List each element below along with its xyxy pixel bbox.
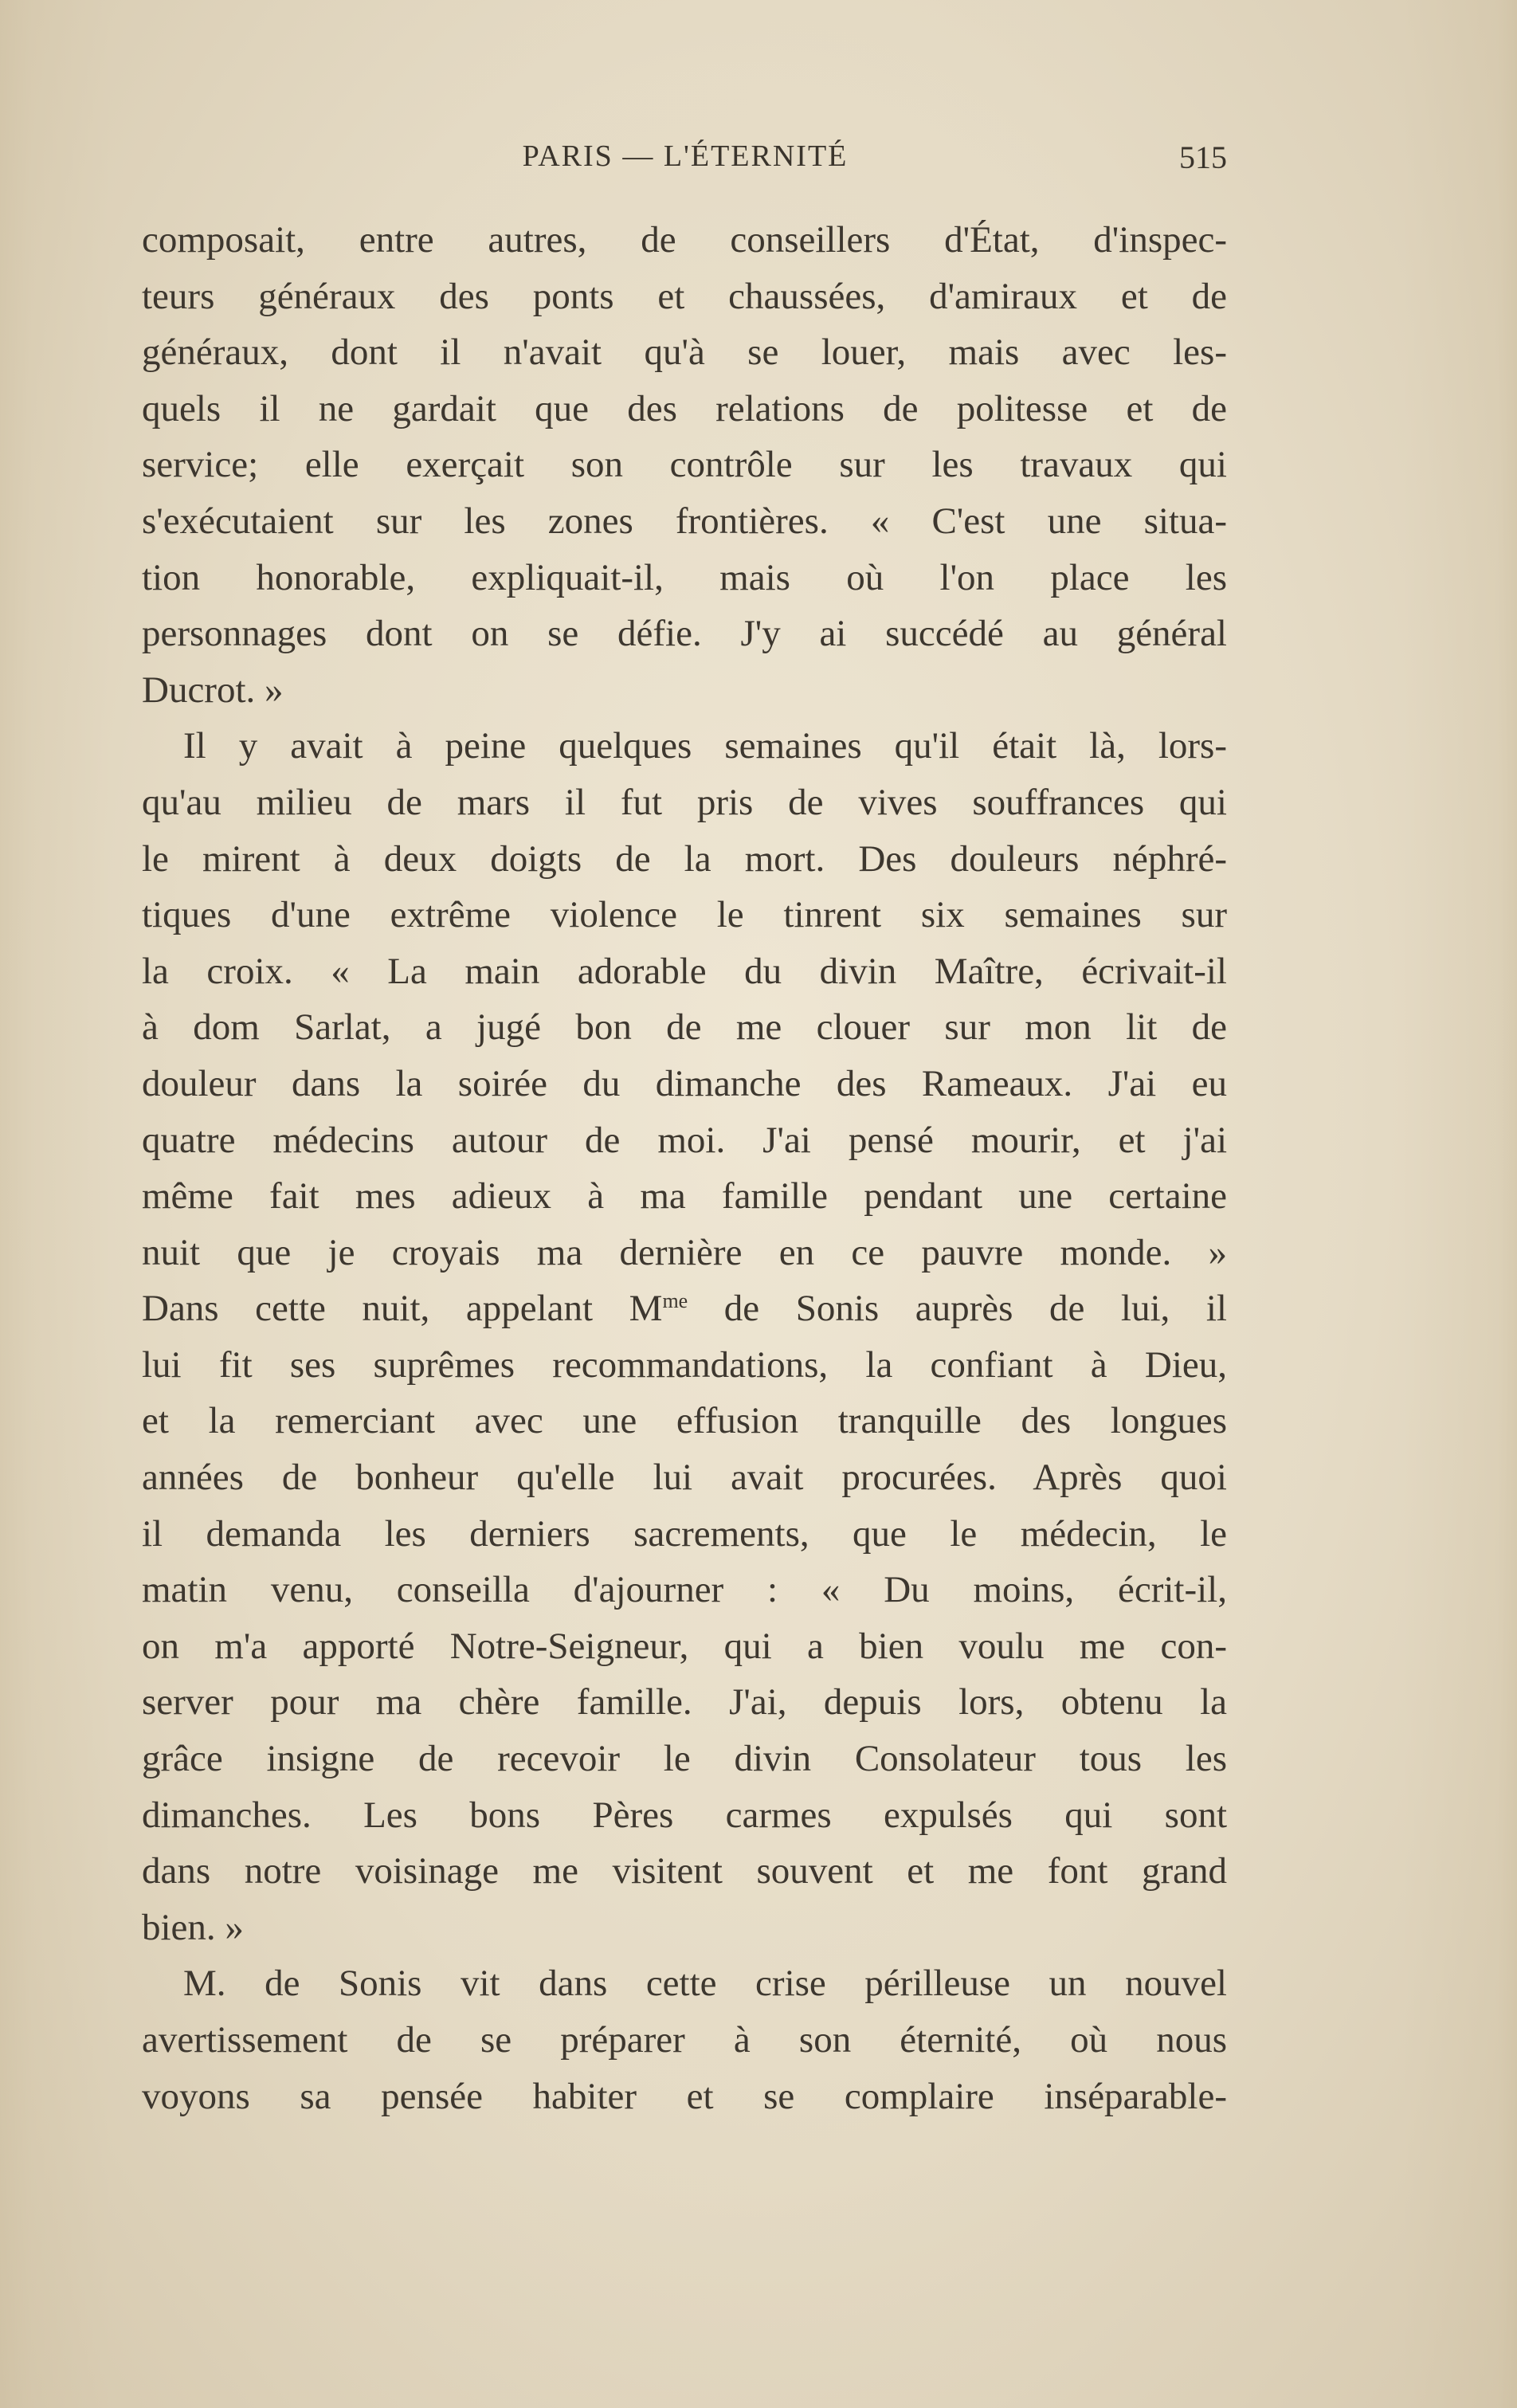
text-line <box>142 550 1227 606</box>
text-line <box>142 1168 1227 1225</box>
text-line <box>142 1280 1227 1337</box>
text-line-content: à dom Sarlat, a jugé bon de me clouer sur mon lit de <box>142 1006 1227 1049</box>
text-line-content: nuit que je croyais ma dernière en ce pauvre monde. » <box>142 1231 1227 1273</box>
text-line <box>142 1900 1227 1956</box>
text-line-content: personnages dont on se défie. J'y ai succédé au général <box>142 613 1227 655</box>
text-line-content: grâce insigne de recevoir le divin Consolateur tous les <box>142 1738 1227 1780</box>
text-line-content: Dans cette nuit, appelant M <box>142 1288 663 1330</box>
text-line <box>142 437 1227 493</box>
text-line-content: s'exécutaient sur les zones frontières. « C'est une situa- <box>142 500 1227 542</box>
text-line <box>142 831 1227 888</box>
text-line-content: généraux, dont il n'avait qu'à se louer, mais avec les- <box>142 331 1227 374</box>
text-line-content: server pour ma chère famille. J'ai, depuis lors, obtenu la <box>142 1681 1227 1724</box>
page-number: 515 <box>1179 139 1227 175</box>
text-line-content: teurs généraux des ponts et chaussées, d'amiraux et de <box>142 275 1227 317</box>
text-line <box>142 1618 1227 1675</box>
text-line <box>142 887 1227 943</box>
text-line-content: douleur dans la soirée du dimanche des Rameaux. J'ai eu <box>142 1062 1227 1104</box>
text-line <box>142 2012 1227 2069</box>
text-line-content: le mirent à deux doigts de la mort. Des douleurs néphré- <box>142 837 1227 880</box>
text-line-content: années de bonheur qu'elle lui avait procurées. Après quoi <box>142 1457 1227 1499</box>
text-line <box>142 606 1227 662</box>
text-line <box>142 493 1227 550</box>
text-line-content: tiques d'une extrême violence le tinrent six semaines sur <box>142 894 1227 936</box>
text-line <box>142 1112 1227 1169</box>
text-line-content: voyons sa pensée habiter et se complaire inséparable- <box>142 2075 1227 2117</box>
text-line-content: et la remerciant avec une effusion tranquille des longues <box>142 1400 1227 1442</box>
running-title: PARIS — L'ÉTERNITÉ <box>522 139 849 173</box>
text-line-content: bien. » <box>142 1906 244 1948</box>
text-line <box>142 1674 1227 1731</box>
text-line <box>142 1337 1227 1394</box>
text-line <box>142 1955 1227 2012</box>
text-line-content: avertissement de se préparer à son éternité, où nous <box>142 2019 1227 2061</box>
text-line-content: Il y avait à peine quelques semaines qu'il était là, lors- <box>183 725 1227 767</box>
text-line-content: il demanda les derniers sacrements, que le médecin, le <box>142 1512 1227 1555</box>
body-text <box>142 212 1227 2124</box>
text-line <box>142 212 1227 269</box>
text-line-content: composait, entre autres, de conseillers d'État, d'inspec- <box>142 219 1227 261</box>
text-line <box>142 381 1227 437</box>
text-line-content: on m'a apporté Notre-Seigneur, qui a bien voulu me con- <box>142 1625 1227 1667</box>
text-line <box>142 2069 1227 2125</box>
text-line-content: lui fit ses suprêmes recommandations, la confiant à Dieu, <box>142 1343 1227 1386</box>
text-line-content: dans notre voisinage me visitent souvent et me font grand <box>142 1850 1227 1892</box>
text-line <box>142 1506 1227 1563</box>
text-line-content: la croix. « La main adorable du divin Maître, écrivait-il <box>142 950 1227 992</box>
text-line <box>142 269 1227 325</box>
text-line <box>142 1056 1227 1112</box>
text-line <box>142 1562 1227 1618</box>
text-line-content: quatre médecins autour de moi. J'ai pensé mourir, et j'ai <box>142 1119 1227 1161</box>
text-line <box>142 1843 1227 1900</box>
text-line <box>142 775 1227 831</box>
text-line <box>142 1225 1227 1281</box>
text-line <box>142 662 1227 719</box>
text-line <box>142 1393 1227 1449</box>
superscript: me <box>662 1289 688 1313</box>
text-line-content: dimanches. Les bons Pères carmes expulsés qui sont <box>142 1794 1227 1836</box>
text-line <box>142 1449 1227 1506</box>
text-line-continuation: de Sonis auprès de lui, il <box>688 1288 1227 1330</box>
text-line-content: service; elle exerçait son contrôle sur les travaux qui <box>142 444 1227 486</box>
text-line <box>142 1731 1227 1787</box>
text-line <box>142 1787 1227 1844</box>
text-line <box>142 324 1227 381</box>
text-line-content: matin venu, conseilla d'ajourner : « Du moins, écrit-il, <box>142 1569 1227 1611</box>
text-line-content: qu'au milieu de mars il fut pris de vives souffrances qui <box>142 781 1227 823</box>
text-line <box>142 999 1227 1056</box>
page-header <box>143 134 1227 190</box>
text-line-content: Ducrot. » <box>142 669 284 711</box>
text-line <box>142 943 1227 1000</box>
text-line <box>142 718 1227 775</box>
text-line-content: M. de Sonis vit dans cette crise périlleuse un nouvel <box>183 1963 1227 2005</box>
text-line-content: tion honorable, expliquait-il, mais où l'on place les <box>142 556 1227 598</box>
text-line-content: même fait mes adieux à ma famille pendant une certaine <box>142 1175 1227 1218</box>
text-line-content: quels il ne gardait que des relations de politesse et de <box>142 387 1227 429</box>
